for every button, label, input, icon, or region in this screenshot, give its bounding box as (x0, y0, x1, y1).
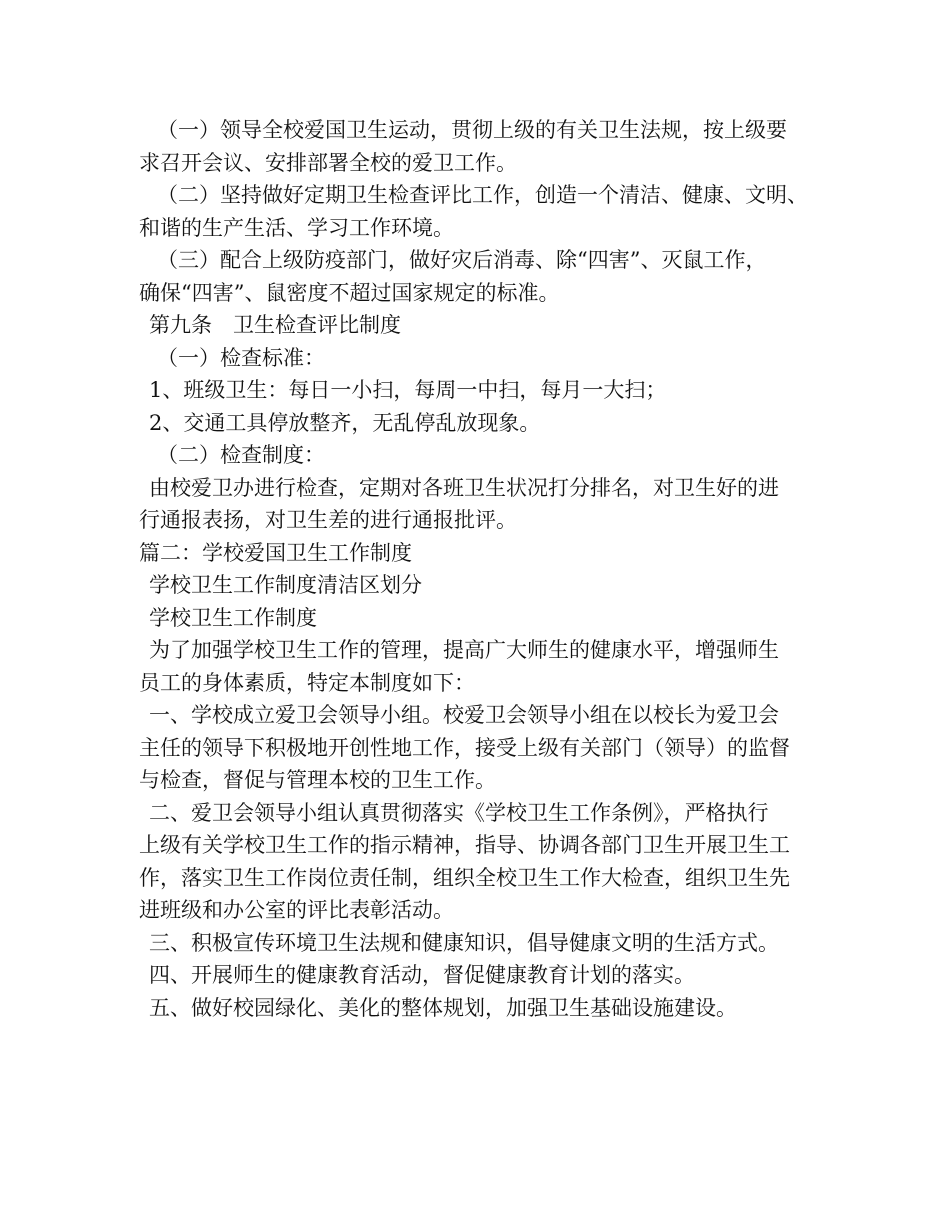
paragraph-line: 上级有关学校卫生工作的指示精神，指导、协调各部门卫生开展卫生工 (139, 833, 790, 857)
paragraph-line: 五、做好校园绿化、美化的整体规划，加强卫生基础设施建设。 (149, 995, 737, 1020)
section-heading: 学校卫生工作制度 (149, 605, 317, 630)
paragraph-line: 主任的领导下积极地开创性地工作，接受上级有关部门（领导）的监督 (139, 735, 790, 760)
paragraph-line: 二、爱卫会领导小组认真贯彻落实《学校卫生工作条例》，严格执行 (149, 800, 769, 825)
subsection-heading: （二）检查制度： (157, 443, 325, 467)
paragraph-line: （二）坚持做好定期卫生检查评比工作，创造一个清洁、健康、文明、 (157, 183, 808, 207)
paragraph-line: 由校爱卫办进行检查，定期对各班卫生状况打分排名，对卫生好的进 (149, 475, 779, 500)
paragraph-line: （一）领导全校爱国卫生运动，贯彻上级的有关卫生法规，按上级要 (157, 118, 787, 142)
paragraph-line: 一、学校成立爱卫会领导小组。校爱卫会领导小组在以校长为爱卫会 (149, 703, 779, 727)
paragraph-line: 三、积极宣传环境卫生法规和健康知识，倡导健康文明的生活方式。 (149, 930, 779, 955)
paragraph-line: 作，落实卫生工作岗位责任制，组织全校卫生工作大检查，组织卫生先 (139, 865, 790, 890)
list-item: 1、班级卫生：每日一小扫，每周一中扫，每月一大扫； (149, 378, 667, 402)
section-heading: 学校卫生工作制度清洁区划分 (149, 573, 422, 597)
subsection-heading: （一）检查标准： (157, 345, 325, 370)
paragraph-line: 四、开展师生的健康教育活动，督促健康教育计划的落实。 (149, 963, 695, 987)
section-heading: 第九条 卫生检查评比制度 (149, 313, 401, 337)
paragraph-line: 行通报表扬，对卫生差的进行通报批评。 (139, 508, 517, 532)
document-body (139, 114, 839, 1024)
paragraph-line: （三）配合上级防疫部门，做好灾后消毒、除“四害”、灭鼠工作， (157, 248, 767, 272)
list-item: 2、交通工具停放整齐，无乱停乱放现象。 (149, 410, 541, 435)
paragraph-line: 与检查，督促与管理本校的卫生工作。 (139, 768, 496, 792)
paragraph-line: 求召开会议、安排部署全校的爱卫工作。 (139, 150, 517, 175)
paragraph-line: 员工的身体素质，特定本制度如下： (139, 670, 475, 695)
paragraph-line: 为了加强学校卫生工作的管理，提高广大师生的健康水平，增强师生 (149, 638, 779, 662)
paragraph-line: 确保“四害”、鼠密度不超过国家规定的标准。 (139, 280, 560, 305)
paragraph-line: 进班级和办公室的评比表彰活动。 (139, 898, 454, 922)
part-heading: 篇二：学校爱国卫生工作制度 (139, 540, 412, 565)
paragraph-line: 和谐的生产生活、学习工作环境。 (139, 215, 454, 240)
